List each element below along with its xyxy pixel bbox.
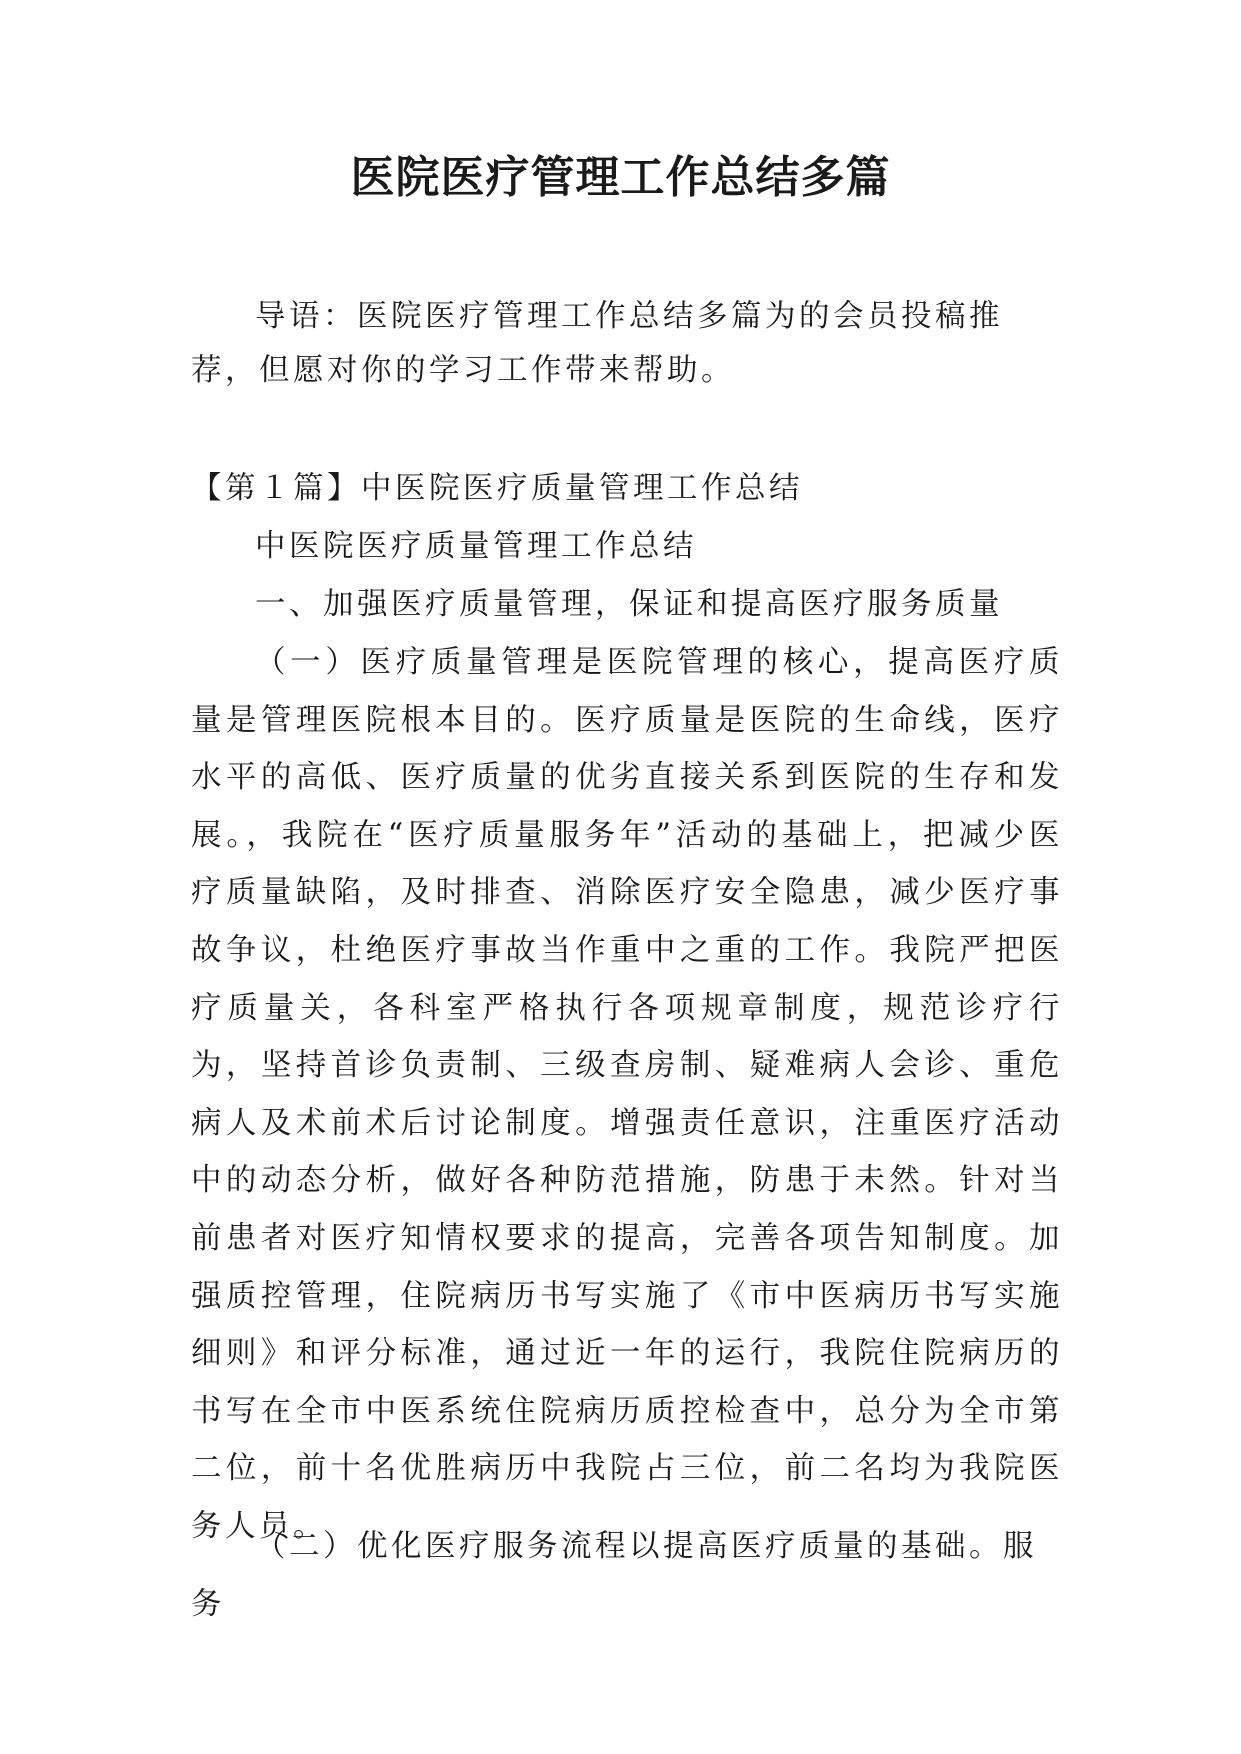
document-title: 医院医疗管理工作总结多篇 bbox=[350, 152, 891, 203]
section-subtitle: 中医院医疗质量管理工作总结 bbox=[255, 529, 697, 564]
body-paragraph-2: （二）优化医疗服务流程以提高医疗质量的基础。服务 bbox=[191, 1529, 1037, 1622]
section-heading: 【第１篇】中医院医疗质量管理工作总结 bbox=[191, 471, 803, 506]
intro-paragraph: 导语：医院医疗管理工作总结多篇为的会员投稿推荐，但愿对你的学习工作带来帮助。 bbox=[191, 299, 1003, 388]
body-paragraph-1: （一）医疗质量管理是医院管理的核心，提高医疗质量是管理医院根本目的。医疗质量是医院的生命线，医疗水平的高低、医疗质量的优劣直接关系到医院的生存和发展。，我院在“医疗质量服务年”活动的基础上，把减少医疗质量缺陷，及时排查、消除医疗安全隐患，减少医疗事故争议，杜绝医疗事故当作重中之重的工作。我院严把医疗质量关，各科室严格执行各项规章制度，规范诊疗行为，坚持首诊负责制、三级查房制、疑难病人会诊、重危病人及术前术后讨论制度。增强责任意识，注重医疗活动中的动态分析，做好各种防范措施，防患于未然。针对当前患者对医疗知情权要求的提高，完善各项告知制度。加强质控管理，住院病历书写实施了《市中医病历书写实施细则》和评分标准，通过近一年的运行，我院住院病历的书写在全市中医系统住院病历质控检查中，总分为全市第二位，前十名优胜病历中我院占三位，前二名均为我院医务人员。 bbox=[191, 645, 1063, 1544]
heading-1: 一、加强医疗质量管理，保证和提高医疗服务质量 bbox=[255, 587, 1003, 622]
